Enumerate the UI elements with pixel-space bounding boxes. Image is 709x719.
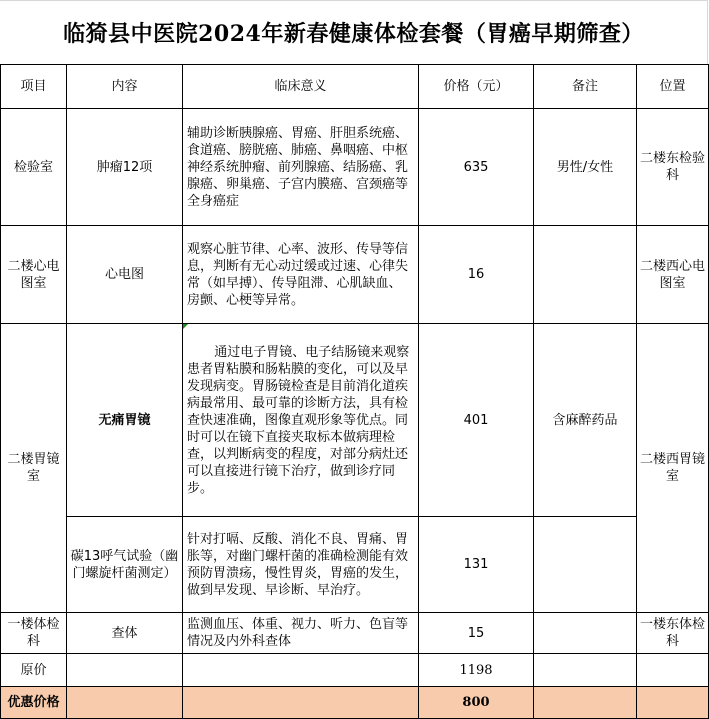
note-cell — [534, 226, 637, 324]
location-cell: 二楼东检验科 — [637, 109, 709, 226]
clinical-cell: 观察心脏节律、心率、波形、传导等信息，判断有无心动过缓或过速、心律失常（如早搏）、传导阻滞、心肌缺血、房颤、心梗等异常。 — [183, 226, 419, 324]
item-cell: 检验室 — [1, 109, 67, 226]
table-row — [1, 613, 709, 654]
clinical-cell: 辅助诊断胰腺癌、胃癌、肝胆系统癌、食道癌、膀胱癌、肺癌、鼻咽癌、中枢神经系统肿瘤、前列腺癌、结肠癌、乳腺癌、卵巢癌、子宫内膜癌、宫颈癌等全身癌症 — [183, 109, 419, 226]
note-cell: 男性/女性 — [534, 109, 637, 226]
price-cell: 16 — [419, 226, 534, 324]
empty-cell — [67, 687, 183, 719]
empty-cell — [183, 654, 419, 687]
empty-cell — [534, 654, 637, 687]
table-row — [1, 517, 709, 613]
location-cell: 二楼西胃镜室 — [637, 324, 709, 613]
table-row — [1, 324, 709, 517]
empty-cell — [637, 654, 709, 687]
empty-cell — [637, 687, 709, 719]
price-cell: 635 — [419, 109, 534, 226]
price-cell: 401 — [419, 324, 534, 517]
table-row — [1, 109, 709, 226]
discount-price-row — [1, 687, 709, 719]
page-title: 临猗县中医院2024年新春健康体检套餐（胃癌早期筛查） — [63, 21, 644, 47]
empty-cell — [534, 687, 637, 719]
header-price: 价格（元） — [419, 65, 534, 109]
header-content: 内容 — [67, 65, 183, 109]
package-table — [0, 64, 709, 719]
title-box — [0, 0, 708, 64]
note-cell — [534, 613, 637, 654]
note-cell — [534, 517, 637, 613]
empty-cell — [67, 654, 183, 687]
item-cell: 一楼体检科 — [1, 613, 67, 654]
header-clinical: 临床意义 — [183, 65, 419, 109]
content-cell: 碳13呼气试验（幽门螺旋杆菌测定） — [67, 517, 183, 613]
header-note: 备注 — [534, 65, 637, 109]
header-item: 项目 — [1, 65, 67, 109]
price-cell: 131 — [419, 517, 534, 613]
original-price-value: 1198 — [419, 654, 534, 687]
original-price-row — [1, 654, 709, 687]
price-cell: 15 — [419, 613, 534, 654]
header-location: 位置 — [637, 65, 709, 109]
discount-price-label: 优惠价格 — [1, 687, 67, 719]
location-cell: 二楼西心电图室 — [637, 226, 709, 324]
discount-price-value: 800 — [419, 687, 534, 719]
original-price-label: 原价 — [1, 654, 67, 687]
item-cell: 二楼心电图室 — [1, 226, 67, 324]
empty-cell — [183, 687, 419, 719]
content-cell: 心电图 — [67, 226, 183, 324]
clinical-cell: 针对打嗝、反酸、消化不良、胃痛、胃胀等，对幽门螺杆菌的准确检测能有效预防胃溃疡，慢性胃炎，胃癌的发生，做到早发现、早诊断、早治疗。 — [183, 517, 419, 613]
location-cell: 一楼东体检科 — [637, 613, 709, 654]
header-row — [1, 65, 709, 109]
clinical-text: 通过电子胃镜、电子结肠镜来观察患者胃粘膜和肠粘膜的变化，可以及早发现病变。胃肠镜检查是目前消化道疾病最常用、最可靠的诊断方法，具有检查快速准确，图像直观形象等优点。同时可以在镜下直接夹取标本做病理检查，以判断病变的程度，对部分病灶还可以直接进行镜下治疗，做到诊疗同步。 — [187, 344, 410, 496]
content-cell: 查体 — [67, 613, 183, 654]
comment-marker-icon — [183, 324, 188, 329]
note-cell: 含麻醉药品 — [534, 324, 637, 517]
table-row — [1, 226, 709, 324]
content-cell: 无痛胃镜 — [67, 324, 183, 517]
content-cell: 肿瘤12项 — [67, 109, 183, 226]
clinical-cell — [183, 324, 419, 517]
clinical-cell: 监测血压、体重、视力、听力、色盲等情况及内外科查体 — [183, 613, 419, 654]
item-cell: 二楼胃镜室 — [1, 324, 67, 613]
